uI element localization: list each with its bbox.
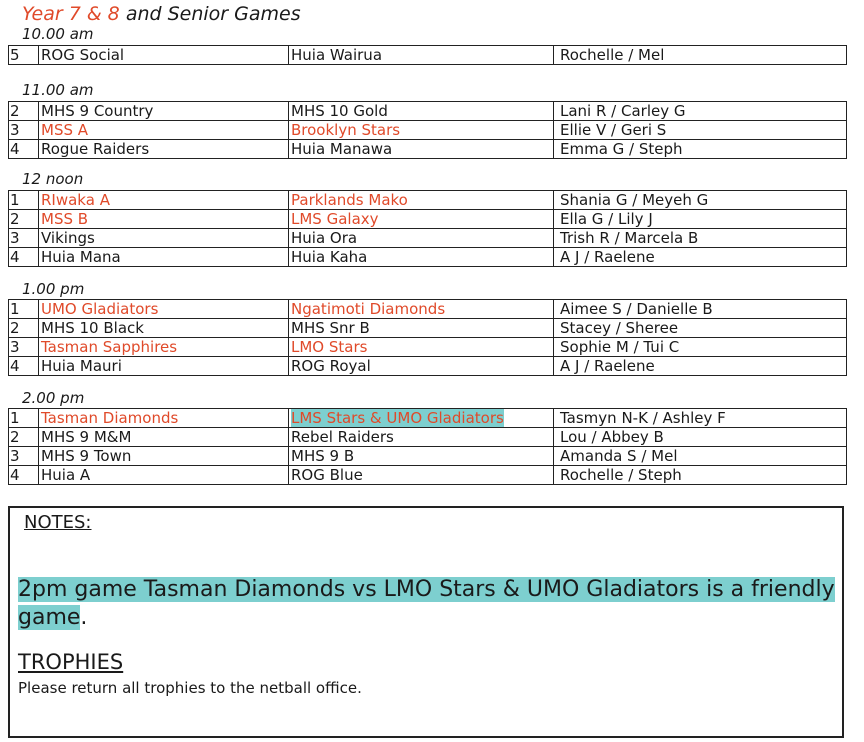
table-row [9,319,847,338]
team-a: Rogue Raiders [39,140,289,159]
table-row [9,409,847,428]
court-number: 5 [9,46,39,65]
team-a: RIwaka A [39,191,289,210]
team-b: Huia Kaha [289,248,554,267]
team-a: MSS A [39,121,289,140]
team-b: MHS 10 Gold [289,102,554,121]
friendly-game-period: . [80,605,88,630]
table-row [9,121,847,140]
games-table-11am [8,101,847,159]
team-b-cell [289,409,554,428]
table-row [9,210,847,229]
team-b: Huia Ora [289,229,554,248]
court-number: 4 [9,140,39,159]
games-table-1pm [8,299,847,376]
table-row [9,428,847,447]
team-b: LMO Stars [289,338,554,357]
umpires: Sophie M / Tui C [554,338,847,357]
time-heading-2pm: 2.00 pm [22,389,85,407]
team-b: Brooklyn Stars [289,121,554,140]
court-number: 4 [9,357,39,376]
court-number: 1 [9,409,39,428]
court-number: 4 [9,466,39,485]
team-b: Parklands Mako [289,191,554,210]
table-row [9,357,847,376]
team-a: Huia Mana [39,248,289,267]
friendly-game-text: 2pm game Tasman Diamonds vs LMO Stars & UMO Gladiators is a friendly game [18,577,835,630]
games-table-10am [8,45,847,65]
court-number: 3 [9,338,39,357]
team-a: MSS B [39,210,289,229]
trophies-text: Please return all trophies to the netball office. [18,679,362,697]
team-a: ROG Social [39,46,289,65]
court-number: 2 [9,210,39,229]
court-number: 3 [9,447,39,466]
umpires: Trish R / Marcela B [554,229,847,248]
team-b: MHS 9 B [289,447,554,466]
time-heading-1pm: 1.00 pm [22,280,85,298]
trophies-heading: TROPHIES [18,650,124,674]
table-row [9,46,847,65]
team-a: MHS 9 M&M [39,428,289,447]
team-a: MHS 10 Black [39,319,289,338]
friendly-game-note [18,576,838,632]
title-rest: and Senior Games [125,3,301,25]
table-row [9,140,847,159]
time-heading-11am: 11.00 am [22,81,94,99]
team-b: Huia Wairua [289,46,554,65]
table-row [9,229,847,248]
table-row [9,466,847,485]
games-table-2pm [8,408,847,485]
team-b: LMS Stars & UMO Gladiators [291,409,504,427]
team-a: Vikings [39,229,289,248]
umpires: Emma G / Steph [554,140,847,159]
team-b: ROG Blue [289,466,554,485]
team-a: Huia A [39,466,289,485]
notes-heading: NOTES: [24,512,92,533]
team-b: Huia Manawa [289,140,554,159]
court-number: 2 [9,428,39,447]
court-number: 4 [9,248,39,267]
team-b: MHS Snr B [289,319,554,338]
umpires: Lou / Abbey B [554,428,847,447]
notes-box [8,506,844,738]
umpires: Ella G / Lily J [554,210,847,229]
team-a: UMO Gladiators [39,300,289,319]
team-a: MHS 9 Town [39,447,289,466]
umpires: A J / Raelene [554,357,847,376]
table-row [9,102,847,121]
umpires: Amanda S / Mel [554,447,847,466]
table-row [9,300,847,319]
team-a: Huia Mauri [39,357,289,376]
court-number: 1 [9,300,39,319]
title-year: Year 7 & 8 [22,3,120,25]
court-number: 1 [9,191,39,210]
court-number: 2 [9,102,39,121]
umpires: Shania G / Meyeh G [554,191,847,210]
table-row [9,447,847,466]
team-a: MHS 9 Country [39,102,289,121]
table-row [9,191,847,210]
games-table-12noon [8,190,847,267]
umpires: Lani R / Carley G [554,102,847,121]
court-number: 2 [9,319,39,338]
team-a: Tasman Sapphires [39,338,289,357]
team-b: Ngatimoti Diamonds [289,300,554,319]
time-heading-10am: 10.00 am [22,25,94,43]
umpires: Rochelle / Steph [554,466,847,485]
team-b: Rebel Raiders [289,428,554,447]
umpires: Aimee S / Danielle B [554,300,847,319]
umpires: A J / Raelene [554,248,847,267]
umpires: Stacey / Sheree [554,319,847,338]
table-row [9,338,847,357]
umpires: Ellie V / Geri S [554,121,847,140]
team-b: LMS Galaxy [289,210,554,229]
court-number: 3 [9,229,39,248]
table-row [9,248,847,267]
team-b: ROG Royal [289,357,554,376]
umpires: Tasmyn N-K / Ashley F [554,409,847,428]
page-title [22,3,301,25]
team-a: Tasman Diamonds [39,409,289,428]
time-heading-12noon: 12 noon [22,170,84,188]
court-number: 3 [9,121,39,140]
umpires: Rochelle / Mel [554,46,847,65]
